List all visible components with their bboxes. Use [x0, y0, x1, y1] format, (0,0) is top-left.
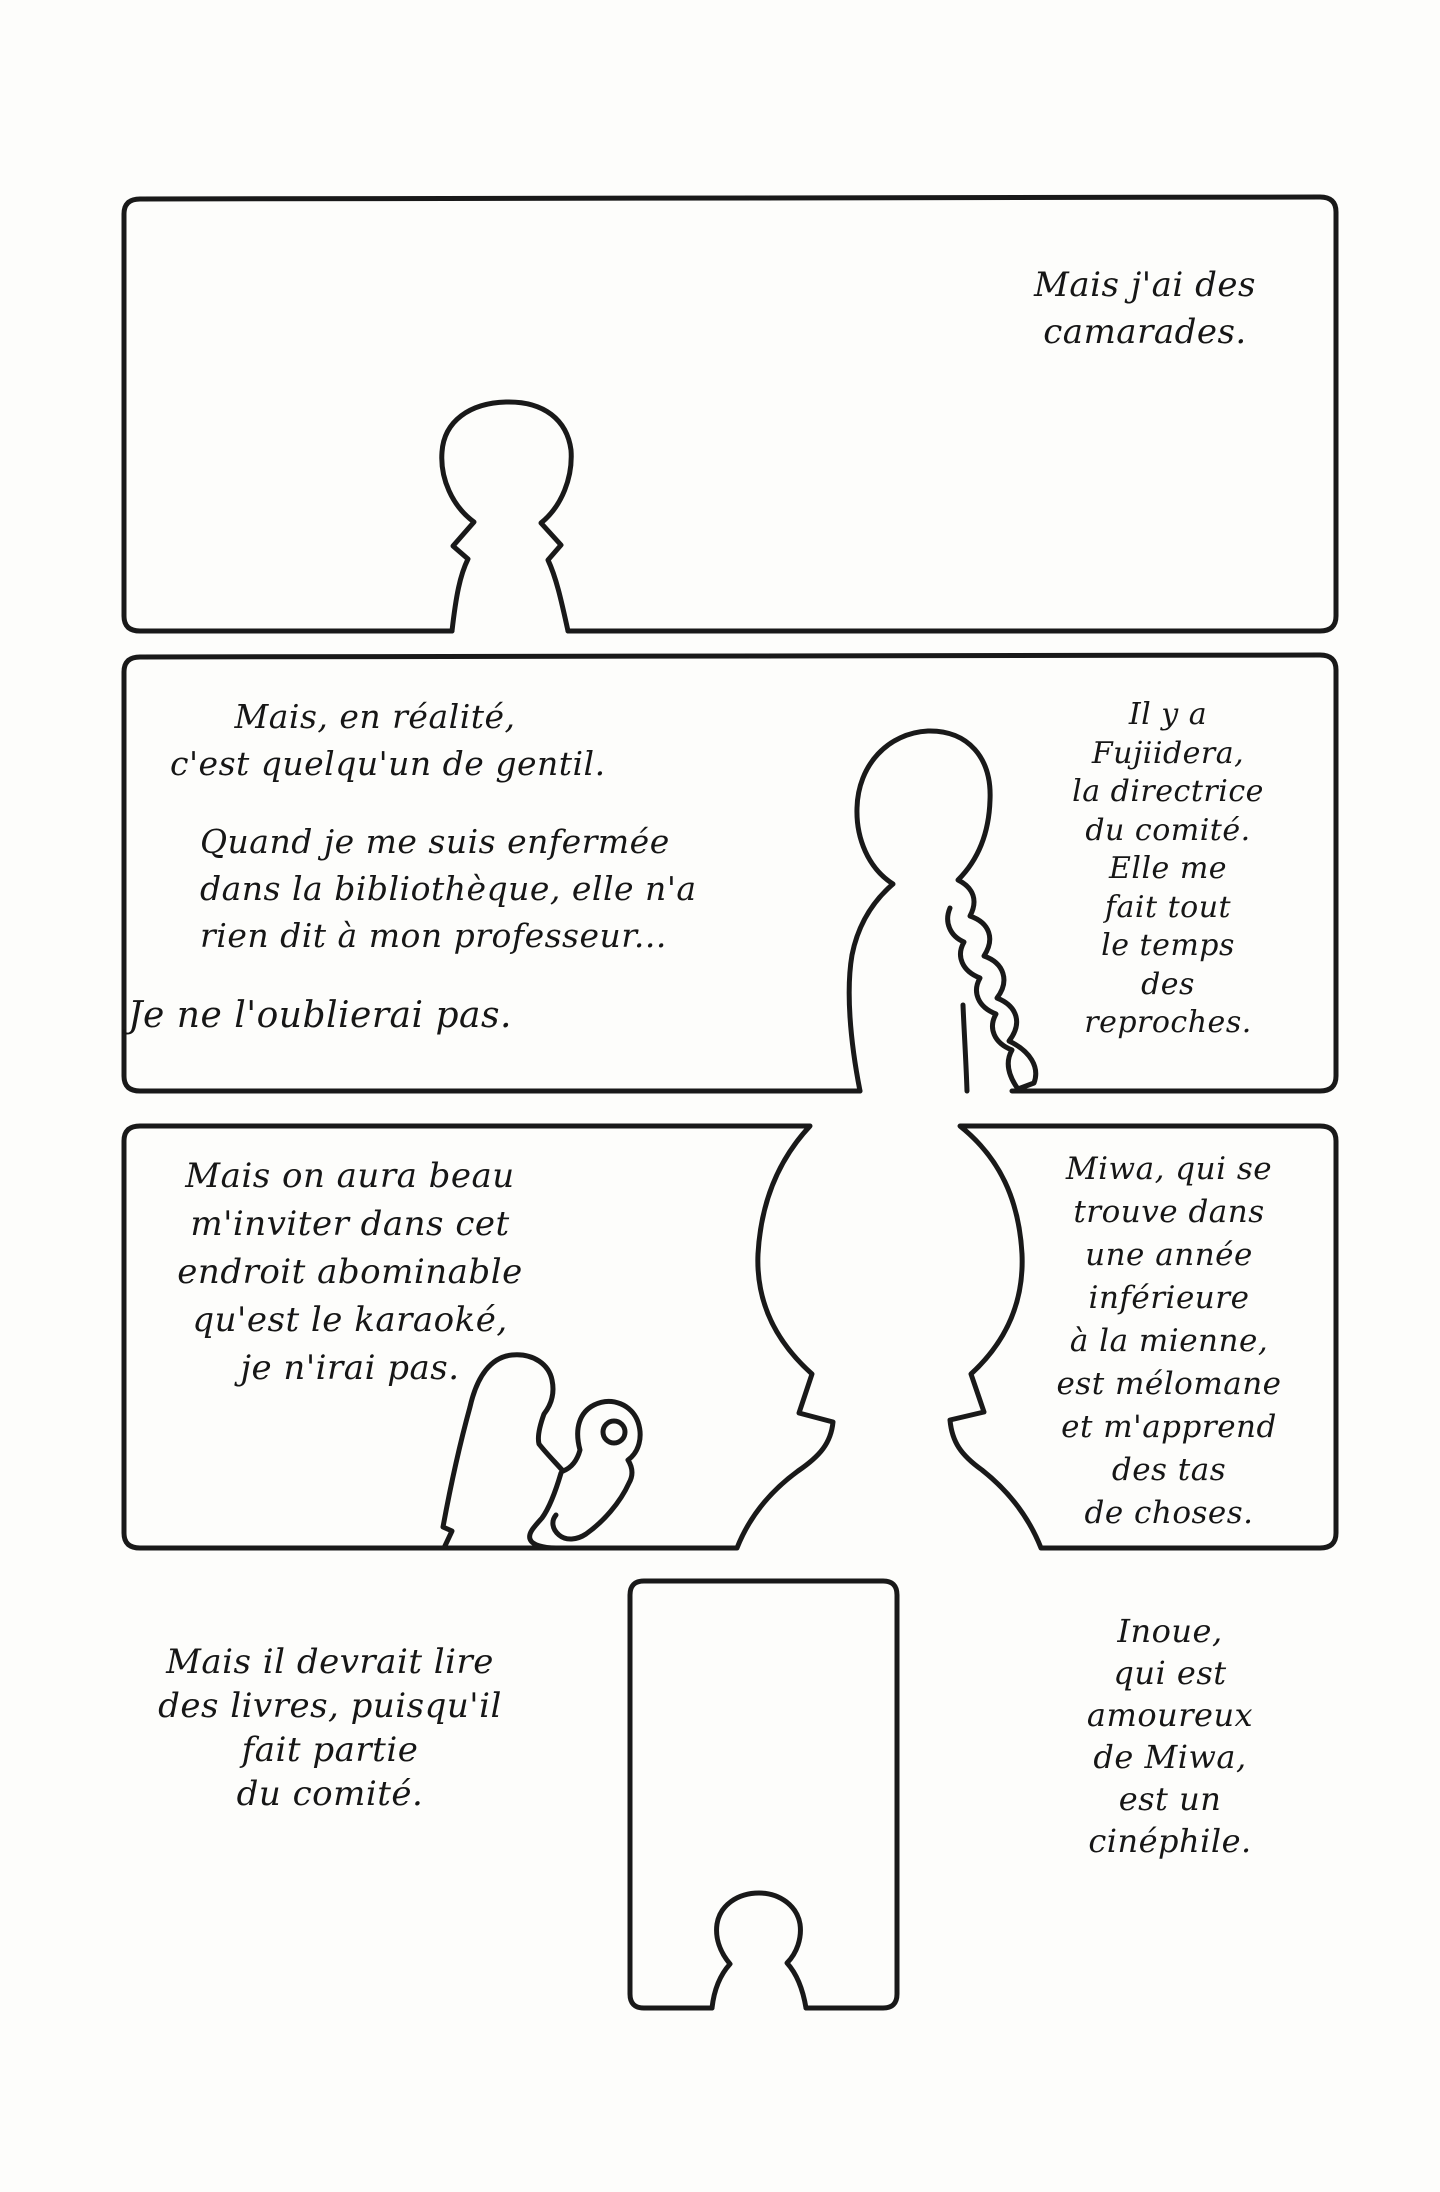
handwritten-line: Mais il devrait lire	[166, 1642, 494, 1682]
handwritten-line: est un	[1118, 1780, 1222, 1818]
handwritten-line: camarades.	[1043, 312, 1247, 352]
handwritten-line: qui est	[1113, 1654, 1227, 1692]
handwritten-line: cinéphile.	[1088, 1822, 1252, 1860]
small-character-back-silhouette-icon	[442, 402, 571, 631]
handwritten-line: reproches.	[1084, 1005, 1252, 1040]
handwritten-line: fait partie	[241, 1730, 419, 1770]
handwritten-line: endroit abominable	[177, 1252, 523, 1292]
handwritten-line: Fujiidera,	[1091, 735, 1245, 771]
panel-4-left-caption	[120, 1640, 540, 1816]
girl-with-braid-silhouette-icon	[849, 731, 1036, 1091]
handwritten-line: et m'apprend	[1061, 1409, 1277, 1445]
handwritten-line: Mais j'ai des	[1034, 265, 1256, 305]
handwritten-line: je n'irai pas.	[240, 1348, 460, 1388]
handwritten-line: du comité.	[236, 1774, 424, 1814]
handwritten-line: inférieure	[1088, 1280, 1250, 1316]
handwritten-line: amoureux	[1086, 1696, 1254, 1734]
handwritten-line: une année	[1085, 1237, 1253, 1273]
handwritten-line: est mélomane	[1056, 1366, 1282, 1402]
handwritten-line: dans la bibliothèque, elle n'a	[200, 869, 697, 908]
handwritten-line: des tas	[1111, 1452, 1227, 1488]
handwritten-line: des	[1141, 966, 1195, 1002]
panel-4-border	[630, 1581, 897, 2008]
panel-2-right-column-caption	[1022, 696, 1314, 1043]
handwritten-line: Quand je me suis enfermée	[200, 822, 670, 861]
handwritten-line: des livres, puisqu'il	[158, 1686, 502, 1726]
panel-1-caption	[990, 262, 1300, 356]
microphone-icon	[603, 1421, 625, 1443]
handwritten-line: Miwa, qui se	[1065, 1151, 1273, 1187]
panel-3-left-caption	[130, 1152, 570, 1392]
handwritten-line: Mais, en réalité,	[234, 697, 516, 736]
handwritten-line: Mais on aura beau	[185, 1156, 515, 1196]
handwritten-line: Inoue,	[1117, 1612, 1223, 1650]
handwritten-line: m'inviter dans cet	[190, 1204, 510, 1244]
handwritten-line: le temps	[1101, 928, 1235, 963]
handwritten-line: rien dit à mon professeur...	[200, 916, 667, 955]
panel-3-right-caption	[1028, 1148, 1310, 1535]
panel-2-caption-bibliotheque	[200, 818, 697, 959]
handwritten-line: du comité.	[1085, 812, 1251, 848]
handwritten-line: trouve dans	[1073, 1194, 1265, 1230]
handwritten-line: à la mienne,	[1069, 1323, 1269, 1359]
handwritten-line: de choses.	[1084, 1495, 1254, 1531]
panel-4-right-caption	[1040, 1610, 1300, 1862]
handwritten-line: Elle me	[1108, 851, 1228, 886]
handwritten-line: Il y a	[1128, 697, 1208, 732]
handwritten-line: de Miwa,	[1093, 1738, 1247, 1776]
handwritten-line: Je ne l'oublierai pas.	[128, 995, 512, 1036]
panel-2-caption-oublierai	[120, 992, 520, 1040]
handwritten-line: fait tout	[1104, 889, 1232, 925]
handwritten-line: la directrice	[1072, 774, 1264, 809]
panel-2-caption-realite	[170, 693, 606, 787]
small-character-in-doorway-icon	[712, 1893, 806, 2008]
handwritten-line: c'est quelqu'un de gentil.	[170, 744, 606, 783]
handwritten-line: qu'est le karaoké,	[192, 1300, 508, 1340]
